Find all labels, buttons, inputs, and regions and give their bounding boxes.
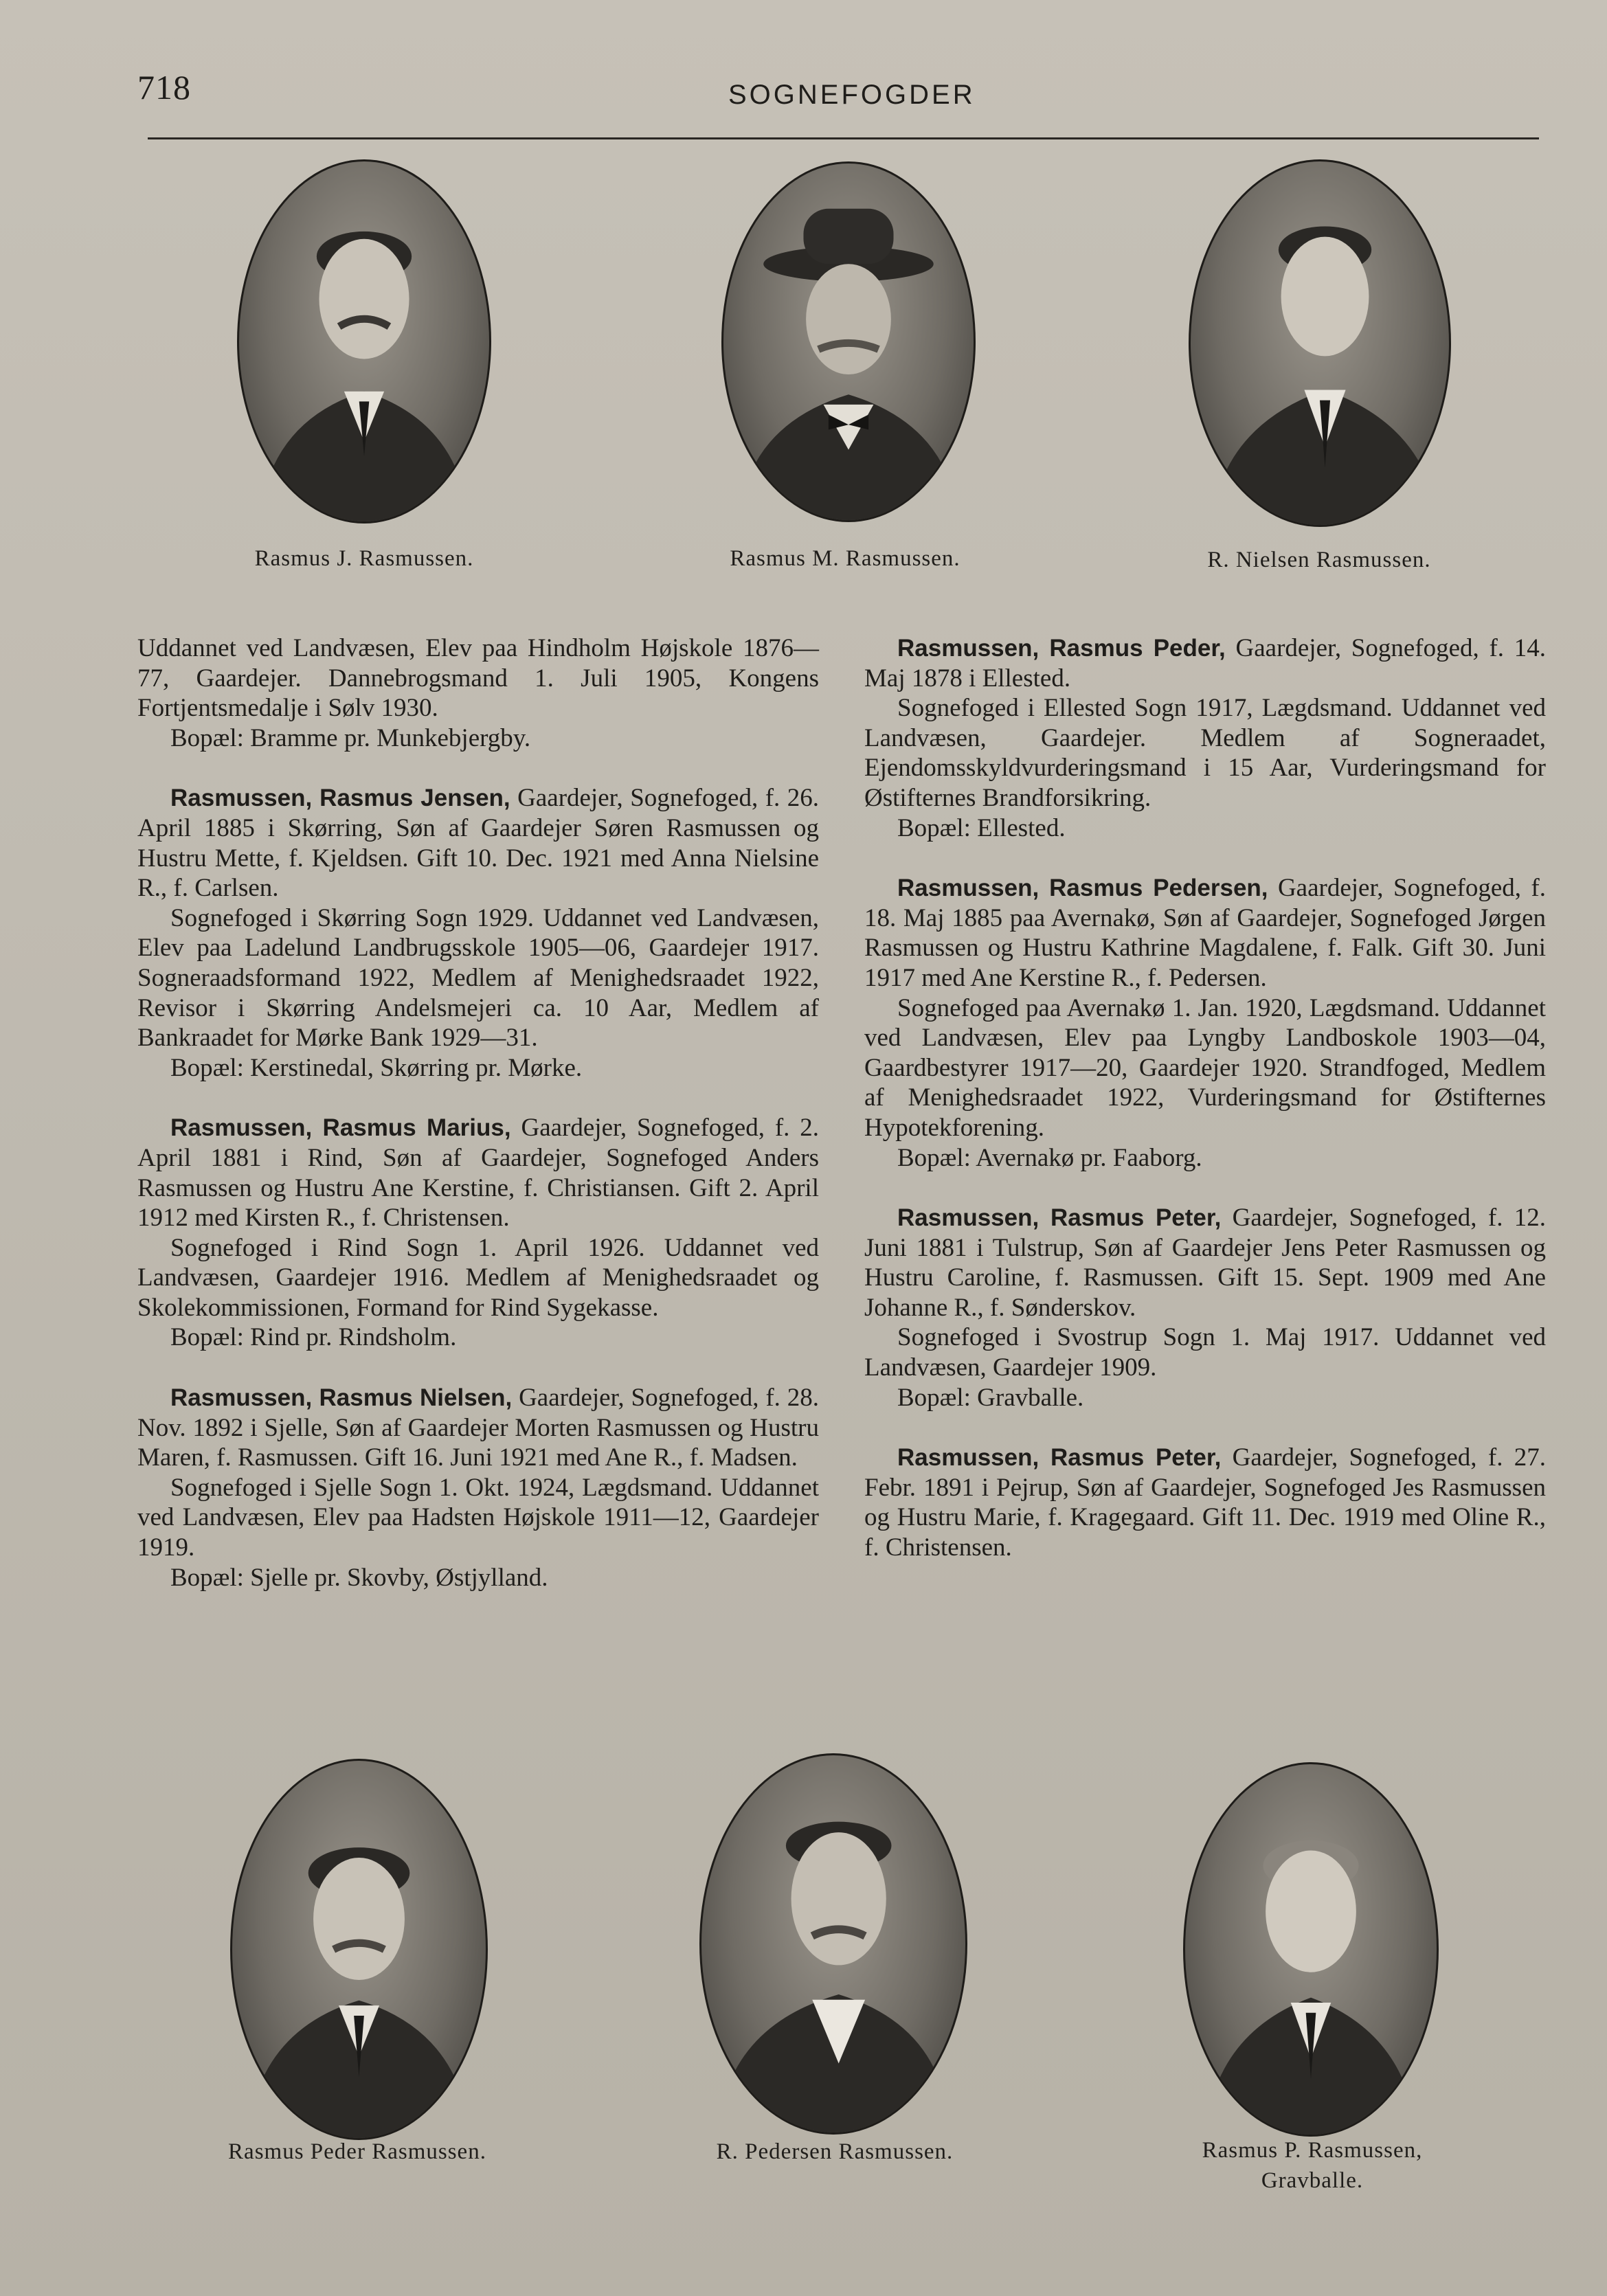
portrait-r-pedersen-rasmussen [699, 1753, 967, 2135]
entry-name: Rasmussen, Rasmus Peter, [897, 1204, 1222, 1232]
header-rule [148, 137, 1539, 139]
entry-residence: Bopæl: Rind pr. Rindsholm. [170, 1323, 457, 1352]
man-with-hat-portrait-icon [723, 164, 974, 520]
entry-career: Sognefoged paa Avernakø 1. Jan. 1920, Lægdsmand. Uddannet ved Landvæsen, Elev paa Lyngby Landboskole 1903—04, Gaardbestyrer 1917—20, Gaardejer 1920. Strandfoged, Medlem af Menighedsraadet 1922, Vurderingsmand for Østifternes Hypotekforening. [864, 993, 1546, 1142]
portrait-rasmus-m-rasmussen [721, 161, 976, 522]
man-portrait-icon [701, 1755, 965, 2132]
entry-rasmus-jensen [137, 783, 819, 1083]
entry-career: Sognefoged i Ellested Sogn 1917, Lægdsmand. Uddannet ved Landvæsen, Gaardejer. Medlem af Sogneraadet, Ejendomsskyldvurderingsmand i 15 Aar, Vurderingsmand for Østifternes Brandforsikring. [864, 694, 1546, 812]
entry-continued [137, 633, 819, 753]
entry-career: Sognefoged i Svostrup Sogn 1. Maj 1917. Uddannet ved Landvæsen, Gaardejer 1909. [864, 1323, 1546, 1382]
entry-rasmus-peder [864, 633, 1546, 843]
entry-career: Sognefoged i Rind Sogn 1. April 1926. Uddannet ved Landvæsen, Gaardejer 1916. Medlem af Menighedsraadet og Skolekommissionen, Formand for Rind Sygekasse. [137, 1233, 819, 1322]
entry-name: Rasmussen, Rasmus Nielsen, [170, 1384, 513, 1412]
entry-text: Gaardejer, Sognefoged, f. 27. Febr. 1891 i Pejrup, Søn af Gaardejer, Sognefoged Jes Rasmussen og Hustru Marie, f. Kragegaard. Gift 11. Dec. 1919 med Oline R., f. Christensen. [864, 1443, 1547, 1562]
entry-career: Sognefoged i Sjelle Sogn 1. Okt. 1924, Lægdsmand. Uddannet ved Landvæsen, Elev paa Hadsten Højskole 1911—12, Gaardejer 1919. [137, 1473, 819, 1562]
entry-residence: Bopæl: Ellested. [897, 813, 1066, 842]
entry-text: Gaardejer, Sognefoged, f. 14. Maj 1878 i Ellested. [864, 634, 1547, 693]
entry-residence: Bopæl: Sjelle pr. Skovby, Østjylland. [170, 1563, 548, 1592]
entry-text: Gaardejer, Sognefoged, f. 2. April 1881 i Rind, Søn af Gaardejer, Sognefoged Anders Rasmussen og Hustru Ane Kerstine, f. Christiansen. Gift 2. April 1912 med Kirsten R., f. Christensen. [137, 1114, 820, 1233]
caption-top-3: R. Nielsen Rasmussen. [1207, 548, 1431, 572]
entry-residence: Bopæl: Bramme pr. Munkebjergby. [170, 723, 531, 752]
entry-residence: Bopæl: Kerstinedal, Skørring pr. Mørke. [170, 1053, 583, 1082]
entry-name: Rasmussen, Rasmus Peder, [897, 635, 1226, 662]
entry-career: Sognefoged i Skørring Sogn 1929. Uddannet ved Landvæsen, Elev paa Ladelund Landbrugsskole 1905—06, Gaardejer 1917. Sogneraadsformand 1922, Medlem af Menighedsraadet 1922, Revisor i Skørring Andelsmejeri ca. 10 Aar, Medlem af Bankraadet for Mørke Bank 1929—31. [137, 903, 819, 1053]
entry-text: Gaardejer, Sognefoged, f. 12. Juni 1881 i Tulstrup, Søn af Gaardejer Jens Peter Rasmussen og Hustru Caroline, f. Rasmussen. Gift 15. Sept. 1909 med Ane Johanne R., f. Sønderskov. [864, 1204, 1547, 1322]
entry-rasmus-marius [137, 1113, 819, 1353]
man-portrait-icon [239, 161, 489, 521]
entry-text: Uddannet ved Landvæsen, Elev paa Hindholm Højskole 1876—77, Gaardejer. Dannebrogsmand 1. Juli 1905, Kongens Fortjentsmedalje i Sølv 1930. [137, 634, 819, 723]
portrait-r-nielsen-rasmussen [1189, 159, 1451, 527]
entry-text: Gaardejer, Sognefoged, f. 28. Nov. 1892 i Sjelle, Søn af Gaardejer Morten Rasmussen og Hustru Maren, f. Rasmussen. Gift 16. Juni 1921 med Ane R., f. Madsen. [137, 1384, 820, 1472]
entry-rasmus-peter-tulstrup [864, 1203, 1546, 1413]
entry-name: Rasmussen, Rasmus Marius, [170, 1114, 511, 1142]
portrait-rasmus-peder-rasmussen [230, 1759, 488, 2140]
caption-name: Rasmus P. Rasmussen, [1202, 2138, 1423, 2163]
entry-text: Gaardejer, Sognefoged, f. 18. Maj 1885 paa Avernakø, Søn af Gaardejer, Sognefoged Jørgen Rasmussen og Hustru Kathrine Magdalene, f. Falk. Gift 30. Juni 1917 med Ane Kerstine R., f. Pedersen. [864, 874, 1546, 992]
man-portrait-icon [1185, 1764, 1437, 2135]
running-head: SOGNEFOGDER [728, 80, 976, 110]
man-portrait-icon [1191, 161, 1449, 525]
man-portrait-icon [232, 1761, 486, 2138]
entry-rasmus-nielsen [137, 1383, 819, 1592]
portrait-rasmus-j-rasmussen [237, 159, 491, 524]
right-column [864, 633, 1546, 1593]
entry-residence: Bopæl: Gravballe. [897, 1383, 1084, 1412]
caption-top-1: Rasmus J. Rasmussen. [254, 546, 474, 571]
entry-residence: Bopæl: Avernakø pr. Faaborg. [897, 1143, 1202, 1172]
caption-bottom-3 [1161, 2135, 1463, 2196]
entry-text: Gaardejer, Sognefoged, f. 26. April 1885 i Skørring, Søn af Gaardejer Søren Rasmussen og Hustru Mette, f. Kjeldsen. Gift 10. Dec. 1921 med Anna Nielsine R., f. Carlsen. [137, 784, 819, 903]
entry-name: Rasmussen, Rasmus Pedersen, [897, 875, 1268, 902]
entry-rasmus-peter-pejrup [864, 1443, 1546, 1562]
entry-name: Rasmussen, Rasmus Jensen, [170, 785, 510, 812]
caption-bottom-2: R. Pedersen Rasmussen. [716, 2139, 954, 2164]
portrait-rasmus-p-rasmussen-gravballe [1183, 1762, 1439, 2137]
caption-top-2: Rasmus M. Rasmussen. [730, 546, 960, 571]
entry-name: Rasmussen, Rasmus Peter, [897, 1444, 1222, 1472]
entry-rasmus-pedersen [864, 873, 1546, 1173]
caption-bottom-1: Rasmus Peder Rasmussen. [228, 2139, 486, 2164]
left-column [137, 633, 819, 1623]
page-number: 718 [137, 68, 191, 106]
caption-place: Gravballe. [1261, 2168, 1364, 2193]
